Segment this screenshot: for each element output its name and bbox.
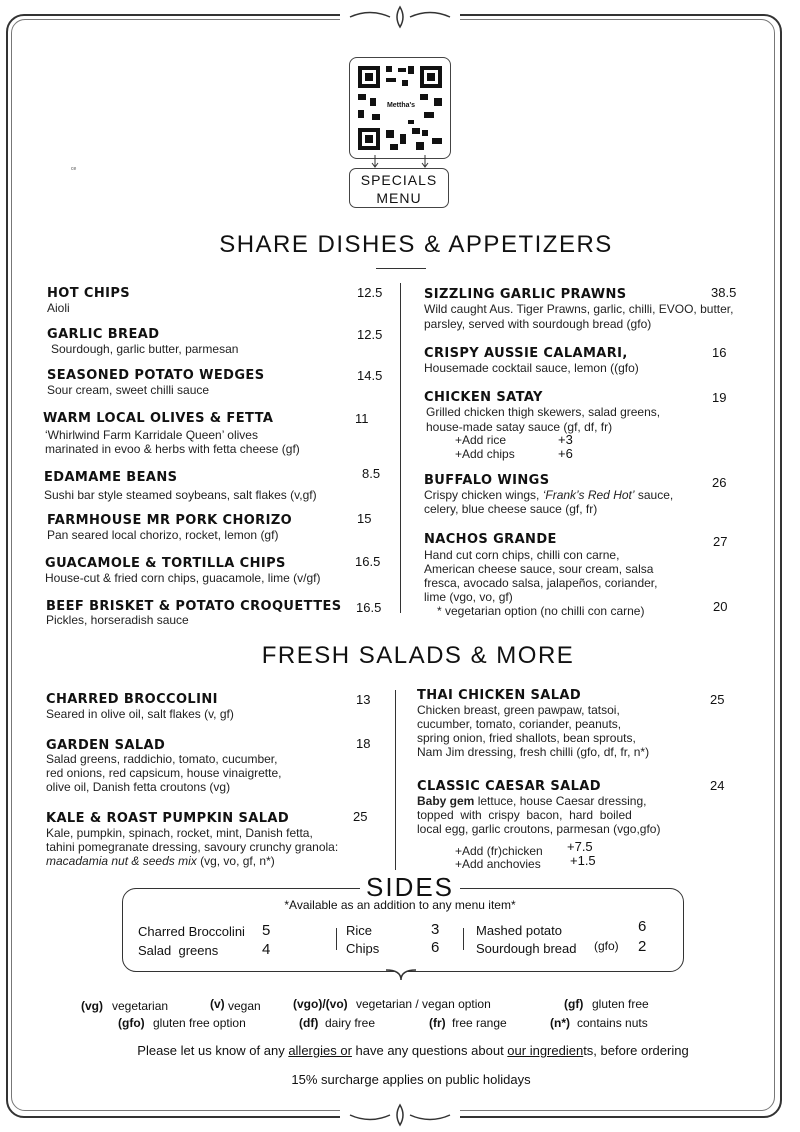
item-desc <box>417 794 646 808</box>
item-desc: parsley, served with sourdough bread (gfo) <box>424 317 652 331</box>
addon-price: +1.5 <box>570 853 596 868</box>
sides-note: *Available as an addition to any menu item* <box>284 898 516 912</box>
side-price: 3 <box>431 921 440 938</box>
specials-menu-button[interactable] <box>349 168 449 208</box>
item-desc: Housemade cocktail sauce, lemon ((gfo) <box>424 361 639 375</box>
item-desc: House-cut & fried corn chips, guacamole, lime (v/gf) <box>45 571 321 585</box>
side-name: Salad greens <box>138 943 219 958</box>
item-desc: marinated in evoo & herbs with fetta cheese (gf) <box>45 442 300 456</box>
side-price: 6 <box>638 918 647 935</box>
legend-code: (gf) <box>564 997 584 1011</box>
item-price: 14.5 <box>357 368 383 383</box>
side-name: Rice <box>346 923 373 938</box>
legend-text: vegetarian <box>112 999 169 1013</box>
desc-bold: Baby gem <box>417 794 475 808</box>
legend-text: gluten free option <box>153 1016 246 1030</box>
side-price: 2 <box>638 938 647 955</box>
item-desc: tahini pomegranate dressing, savoury crunchy granola: <box>46 840 339 854</box>
desc-text: Crispy chicken wings, <box>424 488 543 502</box>
item-name: SEASONED POTATO WEDGES <box>47 368 265 383</box>
item-name: BEEF BRISKET & POTATO CROQUETTES <box>46 599 342 614</box>
side-name: Chips <box>346 941 380 956</box>
desc-text: sauce, <box>634 488 674 502</box>
side-price: 5 <box>262 922 271 939</box>
item-price: 8.5 <box>362 466 381 481</box>
item-price: 11 <box>355 411 369 426</box>
item-desc: Pickles, horseradish sauce <box>46 613 189 627</box>
sides-divider <box>463 928 464 950</box>
item-name: SIZZLING GARLIC PRAWNS <box>424 287 627 302</box>
item-desc: Wild caught Aus. Tiger Prawns, garlic, chilli, EVOO, butter, <box>424 302 734 316</box>
item-name: CHARRED BROCCOLINI <box>46 692 218 707</box>
specials-label-2: MENU <box>376 190 422 206</box>
qr-logo-text: Mettha's <box>386 102 416 109</box>
item-desc: Aioli <box>47 301 70 315</box>
item-name: GUACAMOLE & TORTILLA CHIPS <box>45 556 286 571</box>
item-desc: cucumber, tomato, coriander, peanuts, <box>417 717 622 731</box>
veg-option-note: * vegetarian option (no chilli con carne) <box>437 604 645 618</box>
column-divider <box>400 283 401 613</box>
item-price: 19 <box>712 390 727 405</box>
side-name: Sourdough bread <box>476 941 577 956</box>
section-title-share: SHARE DISHES & APPETIZERS <box>219 231 613 258</box>
addon-price: +7.5 <box>567 839 593 854</box>
addon-label: +Add anchovies <box>455 857 541 871</box>
item-price: 24 <box>710 778 725 793</box>
item-price: 25 <box>710 692 725 707</box>
allergy-underlined: allergies or <box>288 1043 352 1058</box>
item-name: KALE & ROAST PUMPKIN SALAD <box>46 811 290 826</box>
item-desc: Sour cream, sweet chilli sauce <box>47 383 210 397</box>
item-desc: Chicken breast, green pawpaw, tatsoi, <box>417 703 620 717</box>
item-desc: ‘Whirlwind Farm Karridale Queen’ olives <box>45 428 258 442</box>
item-desc: Seared in olive oil, salt flakes (v, gf) <box>46 707 234 721</box>
item-price: 20 <box>713 599 728 614</box>
item-name: GARLIC BREAD <box>47 327 160 342</box>
allergy-text: have any questions about <box>351 1043 508 1058</box>
item-name: THAI CHICKEN SALAD <box>417 688 582 703</box>
arrow-down-icon <box>360 155 440 169</box>
desc-italic: macadamia nut & seeds mix <box>46 854 197 868</box>
title-underline <box>376 268 426 269</box>
item-desc: red onions, red capsicum, house vinaigrette, <box>46 766 282 780</box>
item-price: 12.5 <box>357 327 383 342</box>
item-desc <box>424 488 673 502</box>
column-divider <box>395 690 396 870</box>
item-desc: Kale, pumpkin, spinach, rocket, mint, Danish fetta, <box>46 826 313 840</box>
item-price: 25 <box>353 809 368 824</box>
item-name: CHICKEN SATAY <box>424 390 543 405</box>
item-price: 18 <box>356 736 371 751</box>
addon-label: +Add rice <box>455 433 507 447</box>
item-price: 38.5 <box>711 285 737 300</box>
item-name: GARDEN SALAD <box>46 738 166 753</box>
surcharge-notice: 15% surcharge applies on public holidays <box>291 1072 531 1087</box>
item-desc: Pan seared local chorizo, rocket, lemon (gf) <box>47 528 279 542</box>
legend-code: (gfo) <box>118 1016 145 1030</box>
item-name: WARM LOCAL OLIVES & FETTA <box>43 411 274 426</box>
side-qualifier: (gfo) <box>594 939 619 953</box>
tiny-mark: ce <box>71 166 77 172</box>
legend-code: (n*) <box>550 1016 570 1030</box>
allergy-underlined: our ingredien <box>507 1043 584 1058</box>
item-desc <box>46 854 275 868</box>
item-name: FARMHOUSE MR PORK CHORIZO <box>47 513 293 528</box>
item-desc: local egg, garlic croutons, parmesan (vgo,gfo) <box>417 822 661 836</box>
item-desc: Salad greens, raddichio, tomato, cucumber, <box>46 752 278 766</box>
addon-price: +3 <box>558 432 573 447</box>
allergy-text: Please let us know of any <box>137 1043 289 1058</box>
legend-code: (fr) <box>429 1016 446 1030</box>
item-price: 12.5 <box>357 285 383 300</box>
allergy-text: ts, before ordering <box>583 1043 689 1058</box>
item-price: 16 <box>712 345 727 360</box>
legend-text: vegetarian / vegan option <box>356 997 491 1011</box>
desc-text: lettuce, house Caesar dressing, <box>474 794 647 808</box>
item-name: CRISPY AUSSIE CALAMARI, <box>424 346 628 361</box>
item-price: 15 <box>357 511 372 526</box>
allergy-notice <box>0 1043 800 1058</box>
side-name: Charred Broccolini <box>138 924 245 939</box>
qr-code[interactable] <box>349 57 451 159</box>
legend-code: (vgo)/(vo) <box>293 997 348 1011</box>
item-desc: Nam Jim dressing, fresh chilli (gfo, df, fr, n*) <box>417 745 650 759</box>
item-name: HOT CHIPS <box>47 286 131 301</box>
item-price: 16.5 <box>355 554 381 569</box>
item-name: CLASSIC CAESAR SALAD <box>417 779 601 794</box>
item-name: EDAMAME BEANS <box>44 470 178 485</box>
item-desc: Sourdough, garlic butter, parmesan <box>51 342 239 356</box>
item-price: 27 <box>713 534 728 549</box>
item-name: NACHOS GRANDE <box>424 532 557 547</box>
item-desc: house-made satay sauce (gf, df, fr) <box>426 420 613 434</box>
legend-text: free range <box>452 1016 507 1030</box>
addon-label: +Add (fr)chicken <box>455 844 543 858</box>
legend-text: gluten free <box>592 997 649 1011</box>
legend-text: dairy free <box>325 1016 376 1030</box>
top-ornament-icon <box>340 4 460 30</box>
item-price: 26 <box>712 475 727 490</box>
item-desc: lime (vgo, vo, gf) <box>424 590 513 604</box>
item-desc: fresca, avocado salsa, jalapeños, coriander, <box>424 576 658 590</box>
item-desc: American cheese sauce, sour cream, salsa <box>424 562 654 576</box>
box-pointer-icon <box>386 966 416 982</box>
legend-code: (df) <box>299 1016 319 1030</box>
item-desc: olive oil, Danish fetta croutons (vg) <box>46 780 231 794</box>
legend-code: (vg) <box>81 999 103 1013</box>
bottom-ornament-icon <box>340 1102 460 1128</box>
item-desc: topped with crispy bacon, hard boiled <box>417 808 632 822</box>
item-price: 13 <box>356 692 371 707</box>
specials-label-1: SPECIALS <box>360 172 438 188</box>
section-title-sides: SIDES <box>360 872 460 903</box>
item-name: BUFFALO WINGS <box>424 473 550 488</box>
side-price: 4 <box>262 941 271 958</box>
sides-divider <box>336 928 337 950</box>
side-price: 6 <box>431 939 440 956</box>
item-desc: spring onion, fried shallots, bean sprouts, <box>417 731 636 745</box>
item-price: 16.5 <box>356 600 382 615</box>
legend-text: vegan <box>228 999 261 1013</box>
item-desc: Sushi bar style steamed soybeans, salt flakes (v,gf) <box>44 488 317 502</box>
side-name: Mashed potato <box>476 923 563 938</box>
addon-label: +Add chips <box>455 447 515 461</box>
legend-code: (v) <box>210 997 225 1011</box>
item-desc: Grilled chicken thigh skewers, salad greens, <box>426 405 661 419</box>
desc-text: (vg, vo, gf, n*) <box>196 854 275 868</box>
desc-italic: ‘Frank’s Red Hot’ <box>542 488 635 502</box>
item-desc: celery, blue cheese sauce (gf, fr) <box>424 502 598 516</box>
item-desc: Hand cut corn chips, chilli con carne, <box>424 548 620 562</box>
section-title-salads: FRESH SALADS & MORE <box>261 642 575 669</box>
addon-price: +6 <box>558 446 573 461</box>
legend-text: contains nuts <box>577 1016 648 1030</box>
